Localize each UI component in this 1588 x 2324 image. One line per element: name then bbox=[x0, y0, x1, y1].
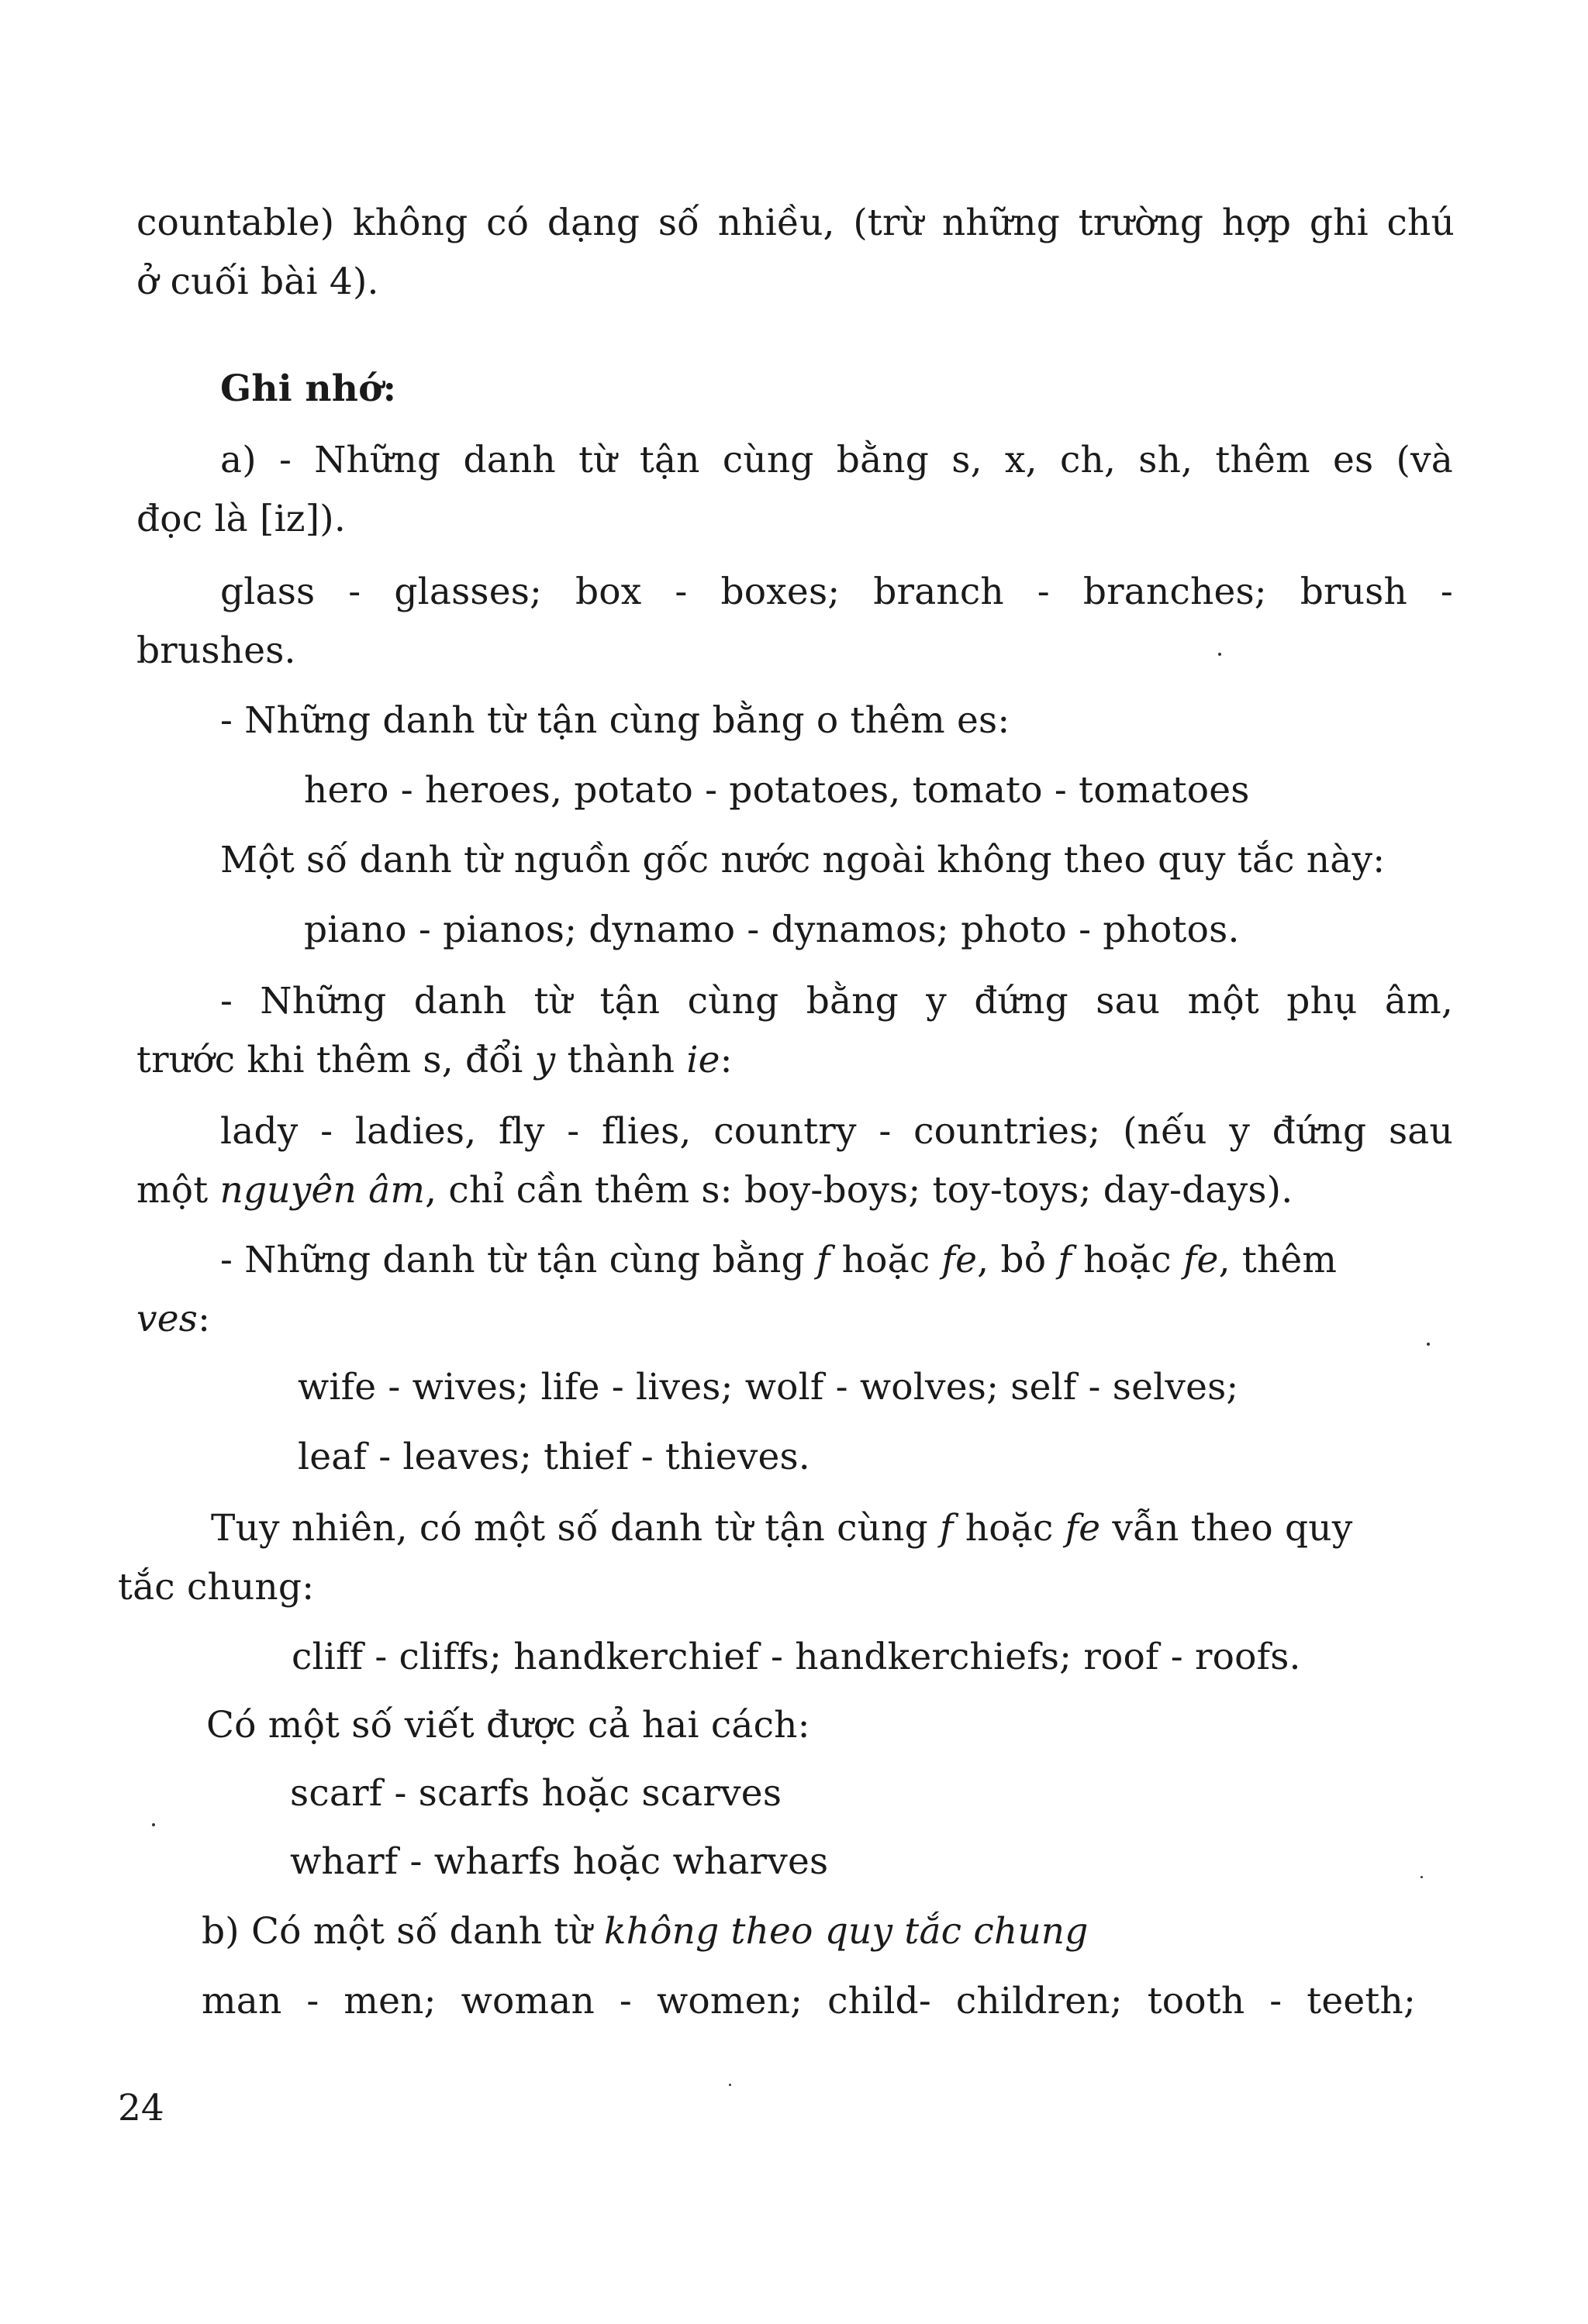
text-line: brushes. bbox=[136, 629, 296, 672]
text-line: ves: bbox=[136, 1298, 211, 1340]
text-line: Tuy nhiên, có một số danh từ tận cùng f hoặc fe vẫn theo quy bbox=[211, 1507, 1353, 1550]
example-line: wharf - wharfs hoặc wharves bbox=[290, 1840, 829, 1883]
text-line: lady - ladies, fly - flies, country - countries; (nếu y đứng sau bbox=[220, 1110, 1453, 1153]
page-number: 24 bbox=[118, 2087, 164, 2129]
scan-speck bbox=[729, 2084, 731, 2086]
text-line: a) - Những danh từ tận cùng bằng s, x, ch, sh, thêm es (và bbox=[220, 439, 1453, 481]
text-line: Một số danh từ nguồn gốc nước ngoài không theo quy tắc này: bbox=[220, 839, 1386, 881]
text-line: man - men; woman - women; child- children; tooth - teeth; bbox=[202, 1980, 1416, 2022]
scan-speck bbox=[1421, 1876, 1423, 1878]
example-line: piano - pianos; dynamo - dynamos; photo - photos. bbox=[304, 909, 1240, 951]
text-line: tắc chung: bbox=[118, 1566, 315, 1609]
scan-speck bbox=[1427, 1343, 1430, 1346]
text-line: countable) không có dạng số nhiều, (trừ những trường hợp ghi chú bbox=[136, 202, 1455, 244]
text-line: glass - glasses; box - boxes; branch - branches; brush - bbox=[220, 571, 1453, 613]
text-line: b) Có một số danh từ không theo quy tắc chung bbox=[202, 1910, 1089, 1953]
scan-speck bbox=[152, 1823, 155, 1826]
text-line: - Những danh từ tận cùng bằng o thêm es: bbox=[220, 699, 1010, 742]
text-line: trước khi thêm s, đổi y thành ie: bbox=[136, 1039, 733, 1081]
example-line: scarf - scarfs hoặc scarves bbox=[290, 1772, 782, 1815]
section-heading: Ghi nhớ: bbox=[220, 367, 397, 410]
text-line: một nguyên âm, chỉ cần thêm s: boy-boys; toy-toys; day-days). bbox=[136, 1169, 1293, 1212]
example-line: wife - wives; life - lives; wolf - wolves; self - selves; bbox=[298, 1366, 1239, 1409]
text-line: - Những danh từ tận cùng bằng y đứng sau một phụ âm, bbox=[220, 980, 1453, 1022]
scan-speck bbox=[1218, 653, 1221, 656]
text-line: ở cuối bài 4). bbox=[136, 260, 379, 303]
text-line: - Những danh từ tận cùng bằng f hoặc fe, bỏ f hoặc fe, thêm bbox=[220, 1239, 1338, 1281]
example-line: leaf - leaves; thief - thieves. bbox=[298, 1436, 810, 1478]
text-line: Có một số viết được cả hai cách: bbox=[206, 1704, 810, 1746]
text-line: đọc là [iz]). bbox=[136, 498, 346, 540]
example-line: hero - heroes, potato - potatoes, tomato - tomatoes bbox=[304, 769, 1250, 812]
example-line: cliff - cliffs; handkerchief - handkerchiefs; roof - roofs. bbox=[292, 1636, 1301, 1678]
